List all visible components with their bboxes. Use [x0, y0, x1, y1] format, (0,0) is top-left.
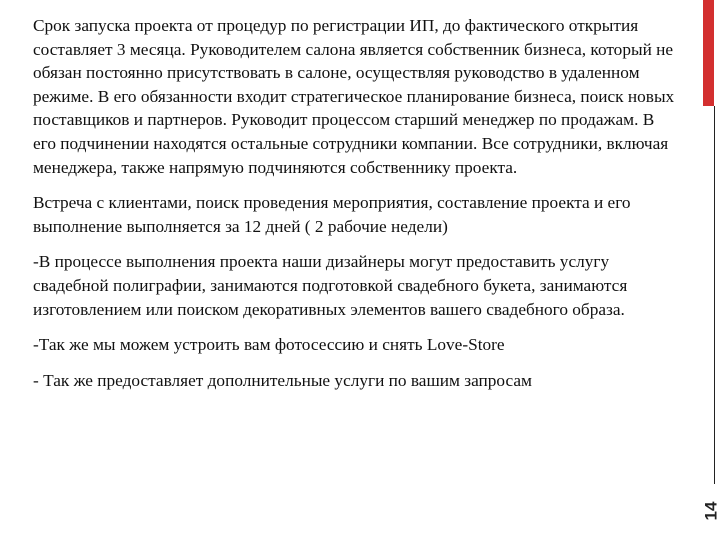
paragraph-additional-services: - Так же предоставляет дополнительные услуги по вашим запросам — [33, 370, 532, 390]
paragraph-photo-session: -Так же мы можем устроить вам фотосессию и снять Love-Store — [33, 335, 505, 355]
vertical-divider-line — [714, 106, 715, 484]
page-number-text: 14 — [701, 501, 720, 521]
page-number — [702, 486, 720, 536]
right-decoration-bar — [703, 0, 720, 540]
paragraph-project-overview: Срок запуска проекта от процедур по регистрации ИП, до фактического открытия составляет 3 месяца. Руководителем салона является собственник бизнеса, который не обязан постоянно присутствовать в салоне, осуществляя руководство в удаленном режиме. В его обязанности входит стратегическое планирование бизнеса, поиск новых поставщиков и партнеров. Руководит процессом старший менеджер по продажам. В его подчинении находятся остальные сотрудники компании. Все сотрудники, включая менеджера, также напрямую подчиняются собственнику проекта. — [33, 16, 675, 177]
slide-body — [33, 14, 678, 404]
red-accent-strip — [703, 0, 714, 106]
paragraph-client-meeting: Встреча с клиентами, поиск проведения мероприятия, составление проекта и его выполнение выполняется за 12 дней ( 2 рабочие недели) — [33, 193, 631, 236]
paragraph-designer-services: -В процессе выполнения проекта наши дизайнеры могут предоставить услугу свадебной полиграфии, занимаются подготовкой свадебного букета, занимаются изготовлением или поиском декоративных элементов вашего свадебного образа. — [33, 252, 628, 319]
